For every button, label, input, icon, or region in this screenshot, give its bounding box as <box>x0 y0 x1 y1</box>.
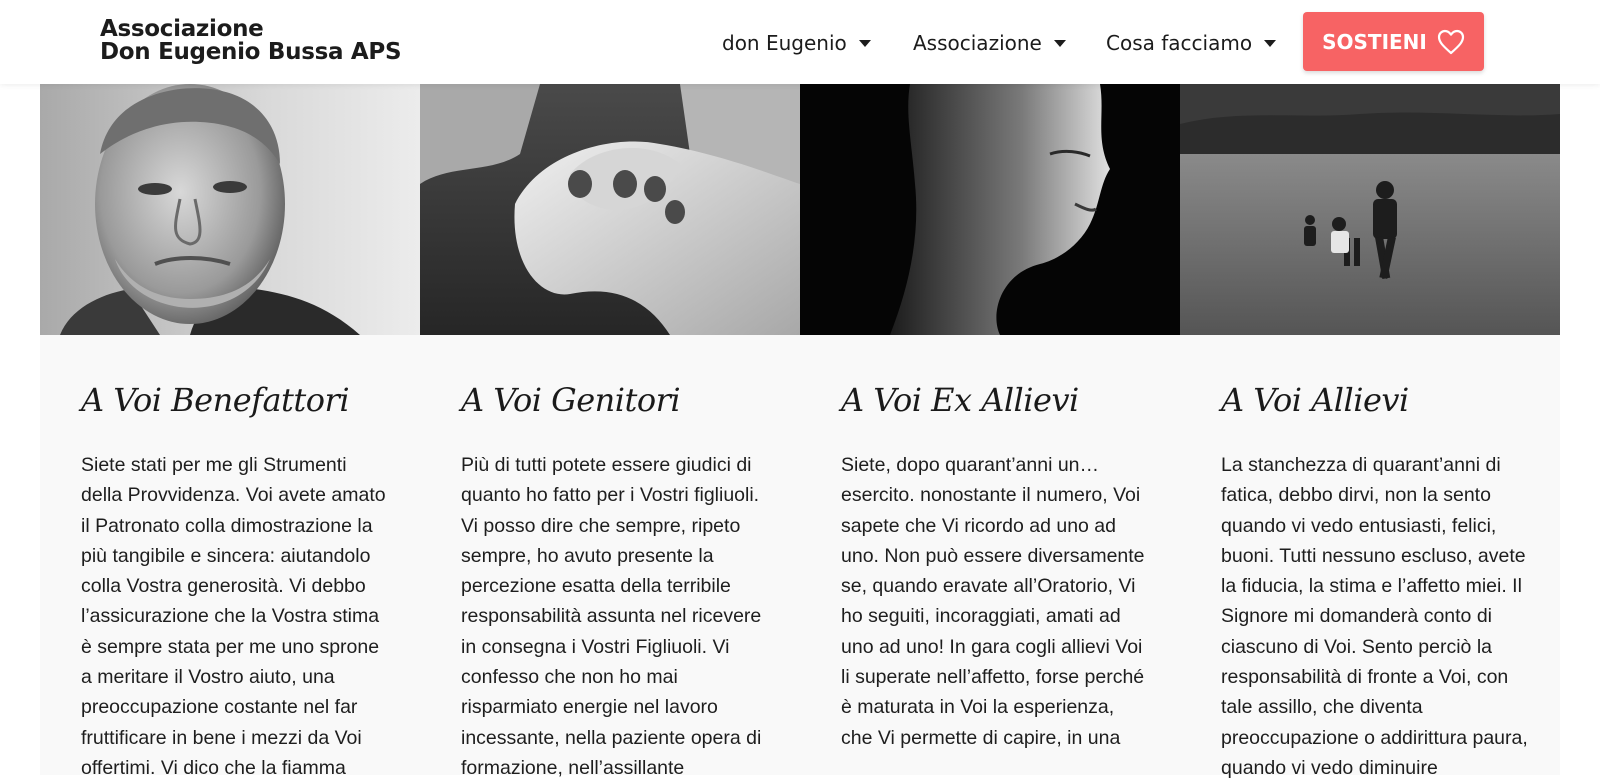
caret-down-icon <box>859 40 871 47</box>
image-strip <box>40 84 1560 335</box>
nav-item-cosa-facciamo[interactable] <box>1106 30 1276 56</box>
nav-item-don-eugenio[interactable] <box>722 30 871 56</box>
donate-button-label: SOSTIENI <box>1322 29 1427 54</box>
main-nav <box>0 0 1600 84</box>
heart-icon <box>1437 29 1465 55</box>
nav-item-label: Associazione <box>913 31 1042 55</box>
man-profile-photo <box>800 84 1180 335</box>
children-running-field-photo <box>1180 84 1560 335</box>
nav-item-label: don Eugenio <box>722 31 847 55</box>
logo-line-1: Associazione <box>100 16 264 42</box>
donate-button[interactable] <box>1303 12 1484 71</box>
portrait-old-man-photo <box>40 84 420 335</box>
column-text: Siete stati per me gli Strumenti della Provvidenza. Voi avete amato il Patronato colla dimostrazione la più tangibile e sincera: aiutandolo colla Vostra generosità. Vi debbo l’assicurazione che la Vostra stima è sempre stata per me uno sprone a meritare il Vostro aiuto, una preoccupazione costante nel far fruttificare in bene i mezzi da Voi offertimi. Vi dico che la fiamma <box>81 454 386 779</box>
nav-item-label: Cosa facciamo <box>1106 31 1253 55</box>
caret-down-icon <box>1264 40 1276 47</box>
column-title: A Voi Genitori <box>461 381 681 419</box>
letters-section <box>40 335 1560 779</box>
holding-hands-photo <box>420 84 800 335</box>
nav-item-associazione[interactable] <box>913 30 1066 56</box>
column-text: Più di tutti potete essere giudici di quanto ho fatto per i Vostri figliuoli. Vi posso dire che sempre, ripeto sempre, ho avuto presente la percezione esatta della terribile responsabilità assunta nel ricevere in consegna i Vostri Figliuoli. Vi confesso che non ho mai risparmiato energie nel lavoro incessante, nella paziente opera di formazione, nell’assillante <box>461 454 762 779</box>
column-text: Siete, dopo quarant’anni un…esercito. nonostante il numero, Voi sapete che Vi ricordo ad uno ad uno. Non può essere diversamente se, quando eravate all’Oratorio, Vi ho seguiti, incoraggiati, amati ad uno ad uno! In gara cogli allievi Voi li superate nell’affetto, forse perché è maturata in Voi la esperienza, che Vi permette di capire, in una <box>841 454 1145 749</box>
column-title: A Voi Benefattori <box>81 381 350 419</box>
caret-down-icon <box>1054 40 1066 47</box>
column-title: A Voi Ex Allievi <box>841 381 1079 419</box>
column-text: La stanchezza di quarant’anni di fatica, debbo dirvi, non la sento quando vi vedo entusiasti, felici, buoni. Tutti nessuno escluso, avete la fiducia, la stima e l’affetto miei. Il Signore mi domanderà conto di ciascuno di Voi. Sento perciò la responsabilità di fronte a Voi, con tale assillo, che diventa preoccupazione o addirittura paura, quando vi vedo diminuire <box>1221 454 1528 779</box>
logo-line-2: Don Eugenio Bussa APS <box>100 39 402 65</box>
site-header <box>0 0 1600 84</box>
column-title: A Voi Allievi <box>1221 381 1409 419</box>
